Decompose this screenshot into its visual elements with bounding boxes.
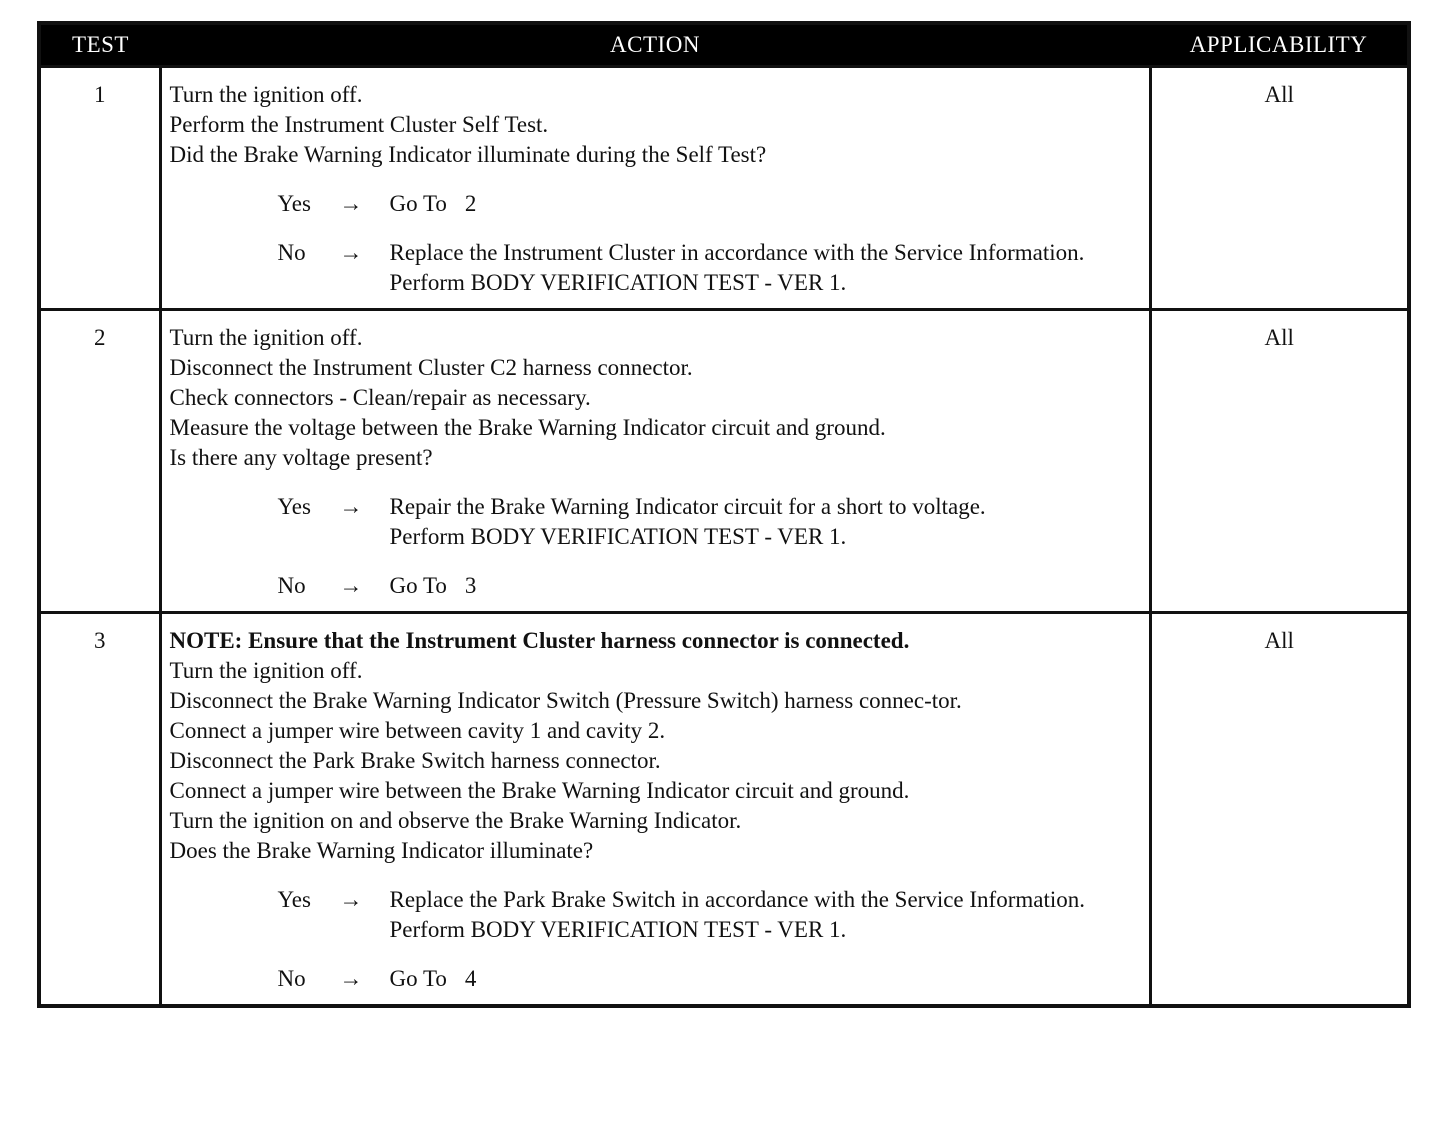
goto-label: Go To [389,191,447,216]
step-line: Perform the Instrument Cluster Self Test. [169,112,549,137]
table-row [39,310,1409,613]
outcome-label-no: No [277,240,306,265]
outcome-text-line: Perform BODY VERIFICATION TEST - VER 1. [389,270,847,295]
table-row [39,613,1409,1007]
outcome-text-line: Replace the Park Brake Switch in accordance with the Service Information. [389,887,1085,912]
table-header-row [39,23,1409,67]
outcome-goto [390,571,1141,601]
outcome-text [390,885,1141,945]
right-arrow-icon: → [339,887,363,912]
step-line: Disconnect the Brake Warning Indicator Switch (Pressure Switch) harness connec-tor. [169,688,962,713]
outcome-goto [390,964,1141,994]
outcome-text-line: Perform BODY VERIFICATION TEST - VER 1. [389,524,847,549]
right-arrow-icon: → [339,494,363,519]
outcome-label-no: No [277,573,306,598]
outcome-text [390,238,1141,298]
outcome-yes [170,885,1141,945]
diagnostic-test-table [37,21,1411,1008]
outcome-text-line: Replace the Instrument Cluster in accordance with the Service Information. [389,240,1085,265]
step-line: Turn the ignition off. [169,82,363,107]
right-arrow-icon: → [339,191,363,216]
outcome-goto [390,189,1141,219]
outcome-no [170,238,1141,298]
action-cell [160,613,1150,1007]
right-arrow-icon: → [339,240,363,265]
step-line: Disconnect the Instrument Cluster C2 harness connector. [169,355,693,380]
step-line: Turn the ignition off. [169,325,363,350]
goto-number: 2 [464,191,477,216]
action-cell [160,310,1150,613]
table-row [39,67,1409,310]
header-test: TEST [39,23,160,67]
outcome-text-line: Perform BODY VERIFICATION TEST - VER 1. [389,917,847,942]
applicability-value: All [1150,67,1409,310]
goto-number: 3 [464,573,477,598]
outcome-label-yes: Yes [277,887,311,912]
step-line: Measure the voltage between the Brake Warning Indicator circuit and ground. [169,415,886,440]
step-line: Disconnect the Park Brake Switch harness connector. [169,748,661,773]
outcome-label-no: No [277,966,306,991]
test-number: 1 [39,67,160,310]
applicability-value: All [1150,310,1409,613]
outcome-no [170,964,1141,994]
test-number: 3 [39,613,160,1007]
outcome-text-line: Repair the Brake Warning Indicator circuit for a short to voltage. [389,494,986,519]
step-line: Is there any voltage present? [169,445,433,470]
note-line: NOTE: Ensure that the Instrument Cluster harness connector is connected. [169,628,910,653]
outcome-yes [170,189,1141,219]
outcome-label-yes: Yes [277,191,311,216]
outcome-text [390,492,1141,552]
test-number: 2 [39,310,160,613]
step-line: Connect a jumper wire between cavity 1 and cavity 2. [169,718,666,743]
step-line: Turn the ignition off. [169,658,363,683]
header-applicability: APPLICABILITY [1150,23,1409,67]
outcome-no [170,571,1141,601]
outcome-label-yes: Yes [277,494,311,519]
right-arrow-icon: → [339,966,363,991]
right-arrow-icon: → [339,573,363,598]
applicability-value: All [1150,613,1409,1007]
step-line: Connect a jumper wire between the Brake Warning Indicator circuit and ground. [169,778,910,803]
goto-label: Go To [389,966,447,991]
action-cell [160,67,1150,310]
step-line: Turn the ignition on and observe the Brake Warning Indicator. [169,808,742,833]
outcome-yes [170,492,1141,552]
header-action: ACTION [160,23,1150,67]
step-line: Does the Brake Warning Indicator illuminate? [169,838,594,863]
goto-label: Go To [389,573,447,598]
goto-number: 4 [464,966,477,991]
step-line: Did the Brake Warning Indicator illuminate during the Self Test? [169,142,767,167]
step-line: Check connectors - Clean/repair as necessary. [169,385,591,410]
